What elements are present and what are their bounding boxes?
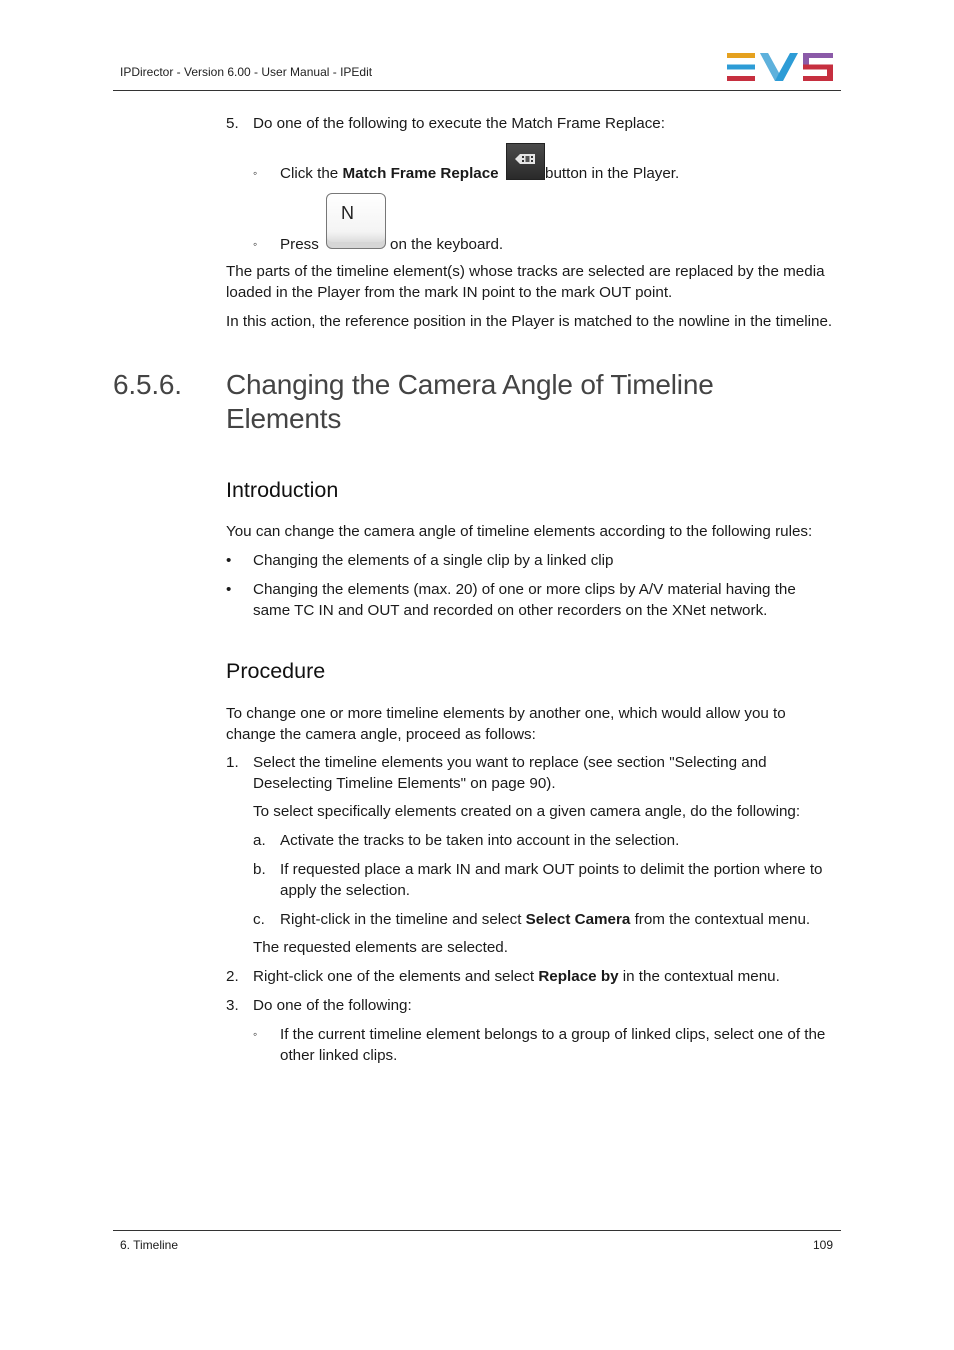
rule-bullet: • [226,552,232,569]
option-press-label: Press [280,236,319,253]
step-1-result: The requested elements are selected. [253,939,508,956]
substep-b-text: If requested place a mark IN and mark OUT points to delimit the portion where to apply the selection. [280,861,823,899]
footer-page-number: 109 [813,1238,834,1252]
step-1-subtext: To select specifically elements created on a given camera angle, do the following: [253,803,801,820]
introduction-text: You can change the camera angle of timeline elements according to the following rules: [226,523,813,540]
step-3-option-linked-clips: If the current timeline element belongs to a group of linked clips, select one of the other linked clips. [280,1026,826,1064]
rule-item-av-material: Changing the elements (max. 20) of one or more clips by A/V material having the same TC IN and OUT and recorded on other recorders on the XNet network. [253,581,796,619]
substep-a-text: Activate the tracks to be taken into account in the selection. [280,832,680,849]
section-title: Changing the Camera Angle of Timeline Elements [226,369,714,434]
n-key-label: N [341,203,354,223]
option-press-suffix: on the keyboard. [390,236,504,253]
step-3-number: 3. [226,997,239,1014]
section-number: 6.5.6. [113,369,182,400]
rule-bullet: • [226,581,232,598]
option-match-frame-suffix: button in the Player. [545,165,680,182]
step-3-text: Do one of the following: [253,997,412,1014]
evs-logo [727,53,833,81]
step-2-text: Right-click one of the elements and select Replace by in the contextual menu. [253,968,780,985]
n-key-icon [326,193,386,249]
substep-b-label: b. [253,861,266,878]
step-1-text: Select the timeline elements you want to replace (see section "Selecting and Deselecting Timeline Elements" on page 90). [253,754,767,792]
substep-c-label: c. [253,911,265,928]
rule-item-linked-clip: Changing the elements of a single clip by a linked clip [253,552,614,569]
footer-chapter: 6. Timeline [120,1238,179,1252]
step-2-number: 2. [226,968,239,985]
procedure-intro: To change one or more timeline elements by another one, which would allow you to change the camera angle, proceed as follows: [226,705,786,743]
document-header-title: IPDirector - Version 6.00 - User Manual - IPEdit [120,65,373,79]
footer-rule [113,1230,841,1231]
option-match-frame-click: Click the Match Frame Replace [280,165,499,182]
step-1-number: 1. [226,754,239,771]
step-5-text: Do one of the following to execute the Match Frame Replace: [253,115,665,132]
introduction-heading: Introduction [226,478,339,502]
paragraph-reference-position: In this action, the reference position in the Player is matched to the nowline in the timeline. [226,313,833,330]
step-5-number: 5. [226,115,239,132]
substep-c-text: Right-click in the timeline and select Select Camera from the contextual menu. [280,911,811,928]
header-rule [113,90,841,91]
match-frame-replace-icon [507,144,544,179]
option-bullet: ◦ [253,1027,258,1041]
substep-a-label: a. [253,832,266,849]
match-frame-replace-button [506,143,545,180]
option-bullet: ◦ [253,166,258,180]
option-bullet: ◦ [253,237,258,251]
paragraph-replaced-parts: The parts of the timeline element(s) whose tracks are selected are replaced by the media loaded in the Player from the mark IN point to the mark OUT point. [226,263,825,301]
procedure-heading: Procedure [226,659,326,683]
